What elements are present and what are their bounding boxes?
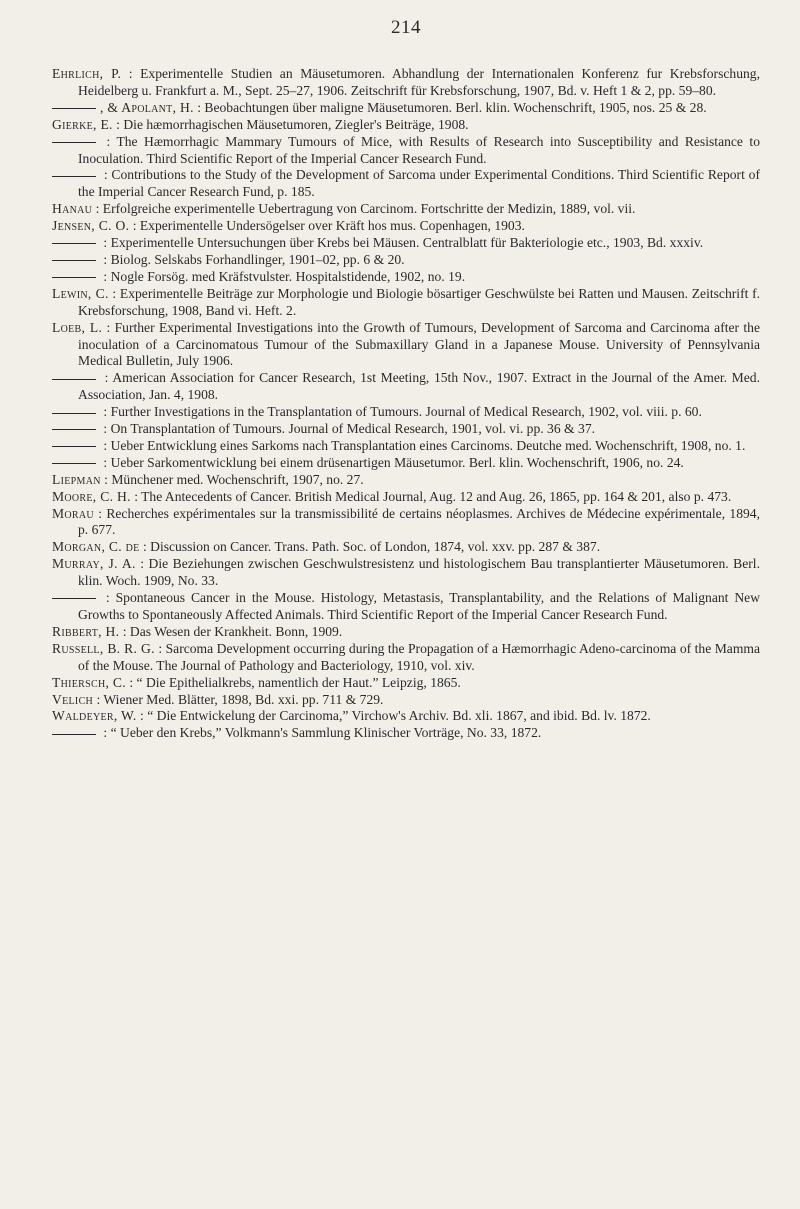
entry-separator: : bbox=[100, 251, 111, 267]
bibliography-entry bbox=[52, 370, 760, 404]
entry-separator: : bbox=[139, 539, 151, 555]
entry-separator: : bbox=[193, 99, 205, 115]
bibliography-entry bbox=[52, 421, 760, 438]
ditto-dash bbox=[52, 379, 96, 380]
entry-separator: : bbox=[130, 488, 142, 504]
ditto-dash bbox=[52, 176, 96, 177]
entry-separator: : bbox=[100, 454, 111, 470]
entry-author: Liepman bbox=[52, 471, 101, 487]
entry-separator: : bbox=[100, 370, 113, 386]
ditto-dash bbox=[52, 277, 96, 278]
bibliography-entry bbox=[52, 675, 760, 692]
entry-separator: : bbox=[100, 167, 112, 183]
bibliography-entry bbox=[52, 590, 760, 624]
bibliography-entry bbox=[52, 218, 760, 235]
entry-text: Nogle Forsög. med Kräfstvulster. Hospitalstidende, 1902, no. 19. bbox=[110, 268, 466, 284]
ditto-dash bbox=[52, 260, 96, 261]
entry-text: Spontaneous Cancer in the Mouse. Histology, Metastasis, Transplantability, and the Relations of Malignant New Growths to Spontaneously Affected Animals. Third Scientific Report of the Imperial Cancer Research Fund. bbox=[78, 590, 761, 622]
entry-separator: : bbox=[100, 421, 111, 437]
ditto-dash bbox=[52, 446, 96, 447]
bibliography-entry bbox=[52, 235, 760, 252]
entry-text: Biolog. Selskabs Forhandlinger, 1901–02, pp. 6 & 20. bbox=[110, 251, 405, 267]
entry-text: Experimentelle Studien an Mäusetumoren. Abhandlung der Internationalen Konferenz fur Krebsforschung, Heidelberg u. Frankfurt a. M., Sept. 25–27, 1906. Zeitschrift für Krebsforschung, 1907, Bd. v. Heft 1 & 2, pp. 59–80. bbox=[78, 66, 760, 98]
entry-author: Ehrlich, P. bbox=[52, 66, 122, 81]
entry-separator: : bbox=[100, 404, 111, 420]
entry-text: Ueber Sarkomentwicklung bei einem drüsenartigen Mäusetumor. Berl. klin. Wochenschrift, 1906, no. 24. bbox=[110, 454, 684, 470]
bibliography-entry bbox=[52, 100, 760, 117]
entry-text: Discussion on Cancer. Trans. Path. Soc. of London, 1874, vol. xxv. pp. 287 & 387. bbox=[150, 539, 601, 555]
entry-text: Die Beziehungen zwischen Geschwulstresistenz und histologischem Bau transplantierter Mäusetumoren. Berl. klin. Woch. 1909, No. 33. bbox=[78, 556, 760, 589]
bibliography-entry bbox=[52, 167, 760, 201]
bibliography-entry bbox=[52, 269, 760, 286]
bibliography-entry bbox=[52, 438, 760, 455]
entry-text: Ueber Entwicklung eines Sarkoms nach Transplantation eines Carcinoms. Deutche med. Wochenschrift, 1908, no. 1. bbox=[110, 437, 746, 453]
ditto-dash bbox=[52, 598, 96, 599]
entry-author: Waldeyer, W. bbox=[52, 708, 137, 724]
entry-separator: : bbox=[108, 285, 120, 301]
bibliography-list bbox=[52, 66, 760, 742]
entry-text: “ Die Entwickelung der Carcinoma,” Virchow's Archiv. Bd. xli. 1867, and ibid. Bd. lv. 1872. bbox=[147, 708, 651, 724]
bibliography-entry bbox=[52, 134, 760, 168]
entry-author: Ribbert, H. bbox=[52, 623, 120, 639]
page-number: 214 bbox=[391, 17, 421, 38]
bibliography-entry bbox=[52, 539, 760, 556]
entry-separator: : bbox=[121, 66, 141, 81]
entry-text: Die hæmorrhagischen Mäusetumoren, Ziegler's Beiträge, 1908. bbox=[123, 116, 469, 132]
entry-separator: : bbox=[119, 623, 130, 639]
ditto-dash bbox=[52, 413, 96, 414]
entry-author: Russell, B. R. G. bbox=[52, 640, 155, 656]
bibliography-entry bbox=[52, 489, 760, 506]
entry-separator: : bbox=[100, 235, 111, 251]
entry-text: Wiener Med. Blätter, 1898, Bd. xxi. pp. 711 & 729. bbox=[103, 691, 384, 707]
entry-separator: : bbox=[100, 437, 111, 453]
entry-author: Moore, C. H. bbox=[52, 488, 131, 504]
entry-separator: : bbox=[92, 201, 103, 217]
entry-separator: : bbox=[100, 471, 112, 487]
ditto-dash bbox=[52, 108, 96, 109]
bibliography-entry bbox=[52, 624, 760, 641]
entry-separator: : bbox=[154, 640, 166, 656]
bibliography-entry bbox=[52, 66, 760, 100]
entry-author: Hanau bbox=[52, 201, 93, 217]
entry-separator: : bbox=[100, 590, 116, 606]
entry-separator: : bbox=[112, 116, 124, 132]
entry-text: The Antecedents of Cancer. British Medical Journal, Aug. 12 and Aug. 26, 1865, pp. 164 & 201, also p. 473. bbox=[141, 488, 732, 504]
entry-separator: : bbox=[93, 505, 107, 521]
ditto-dash bbox=[52, 243, 96, 244]
entry-text: “ Die Epithelialkrebs, namentlich der Haut.” Leipzig, 1865. bbox=[136, 674, 461, 690]
ditto-dash bbox=[52, 142, 96, 143]
entry-author: Velich bbox=[52, 691, 94, 707]
entry-author: Lewin, C. bbox=[52, 285, 109, 301]
entry-author: Murray, J. A. bbox=[52, 556, 136, 572]
bibliography-entry bbox=[52, 320, 760, 371]
entry-separator: : bbox=[102, 319, 115, 335]
entry-separator: : bbox=[135, 556, 149, 572]
entry-separator: : bbox=[100, 725, 111, 741]
entry-separator: : bbox=[100, 268, 111, 284]
entry-text: Experimentelle Beiträge zur Morphologie und Biologie bösartiger Geschwülste bei Ratten und Mausen. Zeitschrift f. Krebsforschung, 1908, Band vi. Heft. 2. bbox=[78, 285, 761, 318]
bibliography-entry bbox=[52, 556, 760, 590]
entry-author: Gierke, E. bbox=[52, 116, 113, 132]
entry-author: Thiersch, C. bbox=[52, 674, 126, 690]
bibliography-entry bbox=[52, 404, 760, 421]
bibliography-entry bbox=[52, 692, 760, 709]
entry-text: On Transplantation of Tumours. Journal of Medical Research, 1901, vol. vi. pp. 36 & 37. bbox=[110, 421, 596, 437]
ditto-dash bbox=[52, 734, 96, 735]
entry-text: Erfolgreiche experimentelle Uebertragung von Carcinom. Fortschritte der Medizin, 1889, vol. vii. bbox=[102, 201, 636, 217]
entry-text: Experimentelle Untersuchungen über Krebs bei Mäusen. Centralblatt für Bakteriologie etc., 1903, Bd. xxxiv. bbox=[110, 235, 704, 251]
entry-text: Beobachtungen über maligne Mäusetumoren. Berl. klin. Wochenschrift, 1905, nos. 25 & 28. bbox=[204, 99, 707, 115]
ditto-dash bbox=[52, 463, 96, 464]
bibliography-entry bbox=[52, 286, 760, 320]
bibliography-entry bbox=[52, 252, 760, 269]
entry-author: Morau bbox=[52, 505, 94, 521]
entry-author: Jensen, C. O. bbox=[52, 218, 130, 234]
entry-text: Further Experimental Investigations into the Growth of Tumours, Development of Sarcoma and Carcinoma after the inoculation of a Carcinomatous Tumour of the Submaxillary Gland in a Japanese Mouse. University of Pennsylvania Medical Bulletin, July 1906. bbox=[78, 319, 761, 369]
bibliography-entry bbox=[52, 455, 760, 472]
bibliography-entry bbox=[52, 472, 760, 489]
entry-author: Morgan, C. de bbox=[52, 539, 140, 555]
entry-separator: : bbox=[129, 218, 140, 234]
entry-author: , & Apolant, H. bbox=[100, 99, 194, 115]
entry-text: Contributions to the Study of the Development of Sarcoma under Experimental Conditions. Third Scientific Report of the Imperial Cancer Research Fund, p. 185. bbox=[78, 167, 760, 200]
entry-separator: : bbox=[125, 674, 137, 690]
bibliography-entry bbox=[52, 641, 760, 675]
entry-text: Experimentelle Undersögelser over Kräft hos mus. Copenhagen, 1903. bbox=[139, 218, 525, 234]
entry-text: Recherches expérimentales sur la transmissibilité de certains néoplasmes. Archives de Médecine expérimentale, 1894, p. 677. bbox=[78, 505, 760, 538]
entry-text: The Hæmorrhagic Mammary Tumours of Mice, with Results of Research into Susceptibility and Resistance to Inoculation. Third Scientific Report of the Imperial Cancer Research Fund. bbox=[78, 133, 760, 166]
bibliography-entry bbox=[52, 725, 760, 742]
entry-separator: : bbox=[93, 691, 104, 707]
entry-separator: : bbox=[100, 133, 117, 149]
bibliography-entry bbox=[52, 117, 760, 134]
entry-text: Further Investigations in the Transplantation of Tumours. Journal of Medical Research, 1902, vol. viii. p. 60. bbox=[110, 404, 702, 420]
entry-text: Das Wesen der Krankheit. Bonn, 1909. bbox=[129, 623, 343, 639]
entry-author: Loeb, L. bbox=[52, 319, 103, 335]
bibliography-entry bbox=[52, 506, 760, 540]
entry-text: Sarcoma Development occurring during the Propagation of a Hæmorrhagic Adeno-carcinoma of the Mamma of the Mouse. The Journal of Pathology and Bacteriology, 1910, vol. xiv. bbox=[78, 640, 761, 673]
ditto-dash bbox=[52, 429, 96, 430]
bibliography-entry bbox=[52, 708, 760, 725]
bibliography-entry bbox=[52, 201, 760, 218]
entry-text: Münchener med. Wochenschrift, 1907, no. 27. bbox=[111, 471, 364, 487]
entry-text: “ Ueber den Krebs,” Volkmann's Sammlung Klinischer Vorträge, No. 33, 1872. bbox=[110, 725, 542, 741]
entry-separator: : bbox=[136, 708, 148, 724]
entry-text: American Association for Cancer Research, 1st Meeting, 15th Nov., 1907. Extract in the Journal of the Amer. Med. Association, Jan. 4, 1908. bbox=[78, 370, 760, 403]
